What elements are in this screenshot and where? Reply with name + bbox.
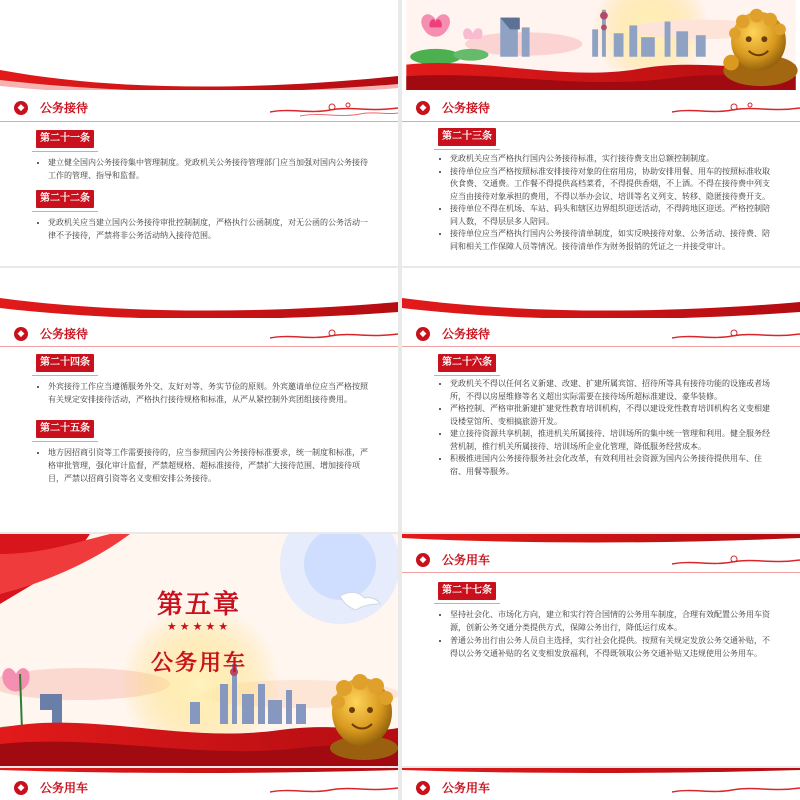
chapter-stars: ★★★★★ bbox=[166, 620, 232, 633]
cloud-pattern-decoration bbox=[270, 324, 398, 346]
article-26-label: 第二十六条 bbox=[438, 354, 496, 372]
section-bullet-icon: ◆ bbox=[416, 553, 430, 567]
section-title: 公务接待 bbox=[442, 327, 491, 341]
red-wave-decoration bbox=[0, 268, 398, 318]
list-item: • 建立接待资源共享机制，推进机关所属接待、培训场所的集中统一管理和利用。健全服务经营机制，推行机关所属接待、培训场所企业化管理，降低服务经营成本。 bbox=[450, 428, 772, 453]
list-item: • 普通公务出行由公务人员自主选择，实行社会化提供。按照有关规定发放公务交通补贴，不得以公务交通补贴的名义变相发放福利，不得既领取公务交通补贴又违规使用公务用车。 bbox=[450, 634, 772, 660]
cloud-pattern-decoration bbox=[672, 98, 800, 120]
article-24-label: 第二十四条 bbox=[36, 354, 94, 372]
section-title: 公务接待 bbox=[40, 327, 89, 341]
list-item: • 坚持社会化、市场化方向，建立和实行符合国情的公务用车制度，合理有效配置公务用车资源，创新公务交通分类提供方式，保障公务出行，降低运行成本。 bbox=[450, 608, 772, 634]
article-25-list bbox=[38, 446, 370, 485]
slide-article-21-22 bbox=[0, 0, 398, 266]
section-header bbox=[0, 98, 398, 118]
section-header bbox=[402, 98, 800, 118]
slide-partial-right bbox=[402, 768, 800, 800]
header-divider bbox=[402, 346, 800, 347]
header-divider bbox=[0, 346, 398, 347]
list-item: • 党政机关应当严格执行国内公务接待标准，实行接待费支出总额控制制度。 bbox=[450, 153, 772, 166]
section-bullet-icon: ◆ bbox=[416, 327, 430, 341]
list-item: • 接待单位应当严格执行国内公务接待清单制度，如实反映接待对象、公务活动、接待费、陪同和相关工作保障人员等情况。接待清单作为财务报销的凭证之一并接受审计。 bbox=[450, 228, 772, 253]
section-title: 公务接待 bbox=[442, 101, 491, 115]
section-title: 公务用车 bbox=[40, 781, 89, 795]
section-bullet-icon: ◆ bbox=[416, 101, 430, 115]
article-21-label: 第二十一条 bbox=[36, 130, 94, 148]
list-item: • 外宾接待工作应当遵循服务外交、友好对等、务实节俭的原则。外宾邀请单位应当严格按照有关规定安排接待活动，严格执行接待规格和标准，从严从紧控制外宾团组接待费用。 bbox=[48, 380, 370, 406]
header-divider bbox=[402, 121, 800, 122]
section-header bbox=[402, 324, 800, 344]
section-header bbox=[0, 778, 398, 798]
slide-article-24-25 bbox=[0, 268, 398, 532]
section-bullet-icon: ◆ bbox=[14, 101, 28, 115]
article-26-list bbox=[440, 378, 772, 478]
list-item: • 党政机关不得以任何名义新建、改建、扩建所属宾馆、招待所等具有接待功能的设施或者场所，不得以房屋维修等名义超出实际需要在接待场所超标准建设、豪华装修。 bbox=[450, 378, 772, 403]
section-title: 公务用车 bbox=[442, 553, 491, 567]
section-bullet-icon: ◆ bbox=[14, 781, 28, 795]
red-wave-decoration bbox=[0, 768, 398, 774]
list-item: • 地方因招商引资等工作需要接待的，应当参照国内公务接待标准要求，统一制度和标准，严格审批管理，强化审计监督，严禁超规格、超标准接待，严禁扩大接待范围、增加接待项目，严禁以招商引资等名义变相安排公务接待。 bbox=[48, 446, 370, 485]
list-item: • 建立健全国内公务接待集中管理制度。党政机关公务接待管理部门应当加强对国内公务接待工作的管理、指导和监督。 bbox=[48, 156, 368, 182]
article-22-label: 第二十二条 bbox=[36, 190, 94, 208]
slide-article-23 bbox=[402, 0, 800, 266]
section-bullet-icon: ◆ bbox=[14, 327, 28, 341]
slide-article-27 bbox=[402, 534, 800, 766]
slide-partial-left bbox=[0, 768, 398, 800]
banner-illustration bbox=[402, 0, 800, 90]
slide-article-26 bbox=[402, 268, 800, 532]
section-title: 公务接待 bbox=[40, 101, 89, 115]
header-divider bbox=[402, 572, 800, 573]
article-22-list bbox=[38, 216, 368, 242]
section-header bbox=[402, 778, 800, 798]
red-wave-decoration bbox=[402, 768, 800, 774]
slide-chapter-cover bbox=[0, 534, 398, 766]
chapter-number: 第五章 bbox=[156, 590, 241, 620]
article-24-list bbox=[38, 380, 370, 406]
article-27-list bbox=[440, 608, 772, 660]
section-bullet-icon: ◆ bbox=[416, 781, 430, 795]
article-27-label: 第二十七条 bbox=[438, 582, 496, 600]
article-21-list bbox=[38, 156, 368, 182]
cloud-pattern-decoration bbox=[672, 550, 800, 572]
article-23-label: 第二十三条 bbox=[438, 128, 496, 146]
cloud-pattern-decoration bbox=[672, 324, 800, 346]
red-wave-decoration bbox=[0, 0, 398, 90]
header-divider bbox=[0, 121, 398, 122]
list-item: • 严格控制、严格审批新建扩建党性教育培训机构，不得以建设党性教育培训机构名义变相建设楼堂馆所、变相搞旅游开发。 bbox=[450, 403, 772, 428]
list-item: • 接待单位不得在机场、车站、码头和辖区边界组织迎送活动，不得跨地区迎送。严格控制陪同人数，不得层层多人陪同。 bbox=[450, 203, 772, 228]
article-23-list bbox=[440, 153, 772, 253]
red-wave-decoration bbox=[402, 268, 800, 318]
list-item: • 积极推进国内公务接待服务社会化改革，有效利用社会资源为国内公务接待提供用车、住宿、用餐等服务。 bbox=[450, 453, 772, 478]
section-header bbox=[402, 550, 800, 570]
chapter-title: 公务用车 bbox=[150, 651, 247, 676]
cloud-pattern-decoration bbox=[270, 778, 398, 800]
cloud-pattern-decoration bbox=[672, 778, 800, 800]
list-item: • 党政机关应当建立国内公务接待审批控制制度，严格执行公函制度，对无公函的公务活动一律不予接待，严禁将非公务活动纳入接待范围。 bbox=[48, 216, 368, 242]
section-header bbox=[0, 324, 398, 344]
cloud-pattern-decoration bbox=[270, 98, 398, 120]
article-25-label: 第二十五条 bbox=[36, 420, 94, 438]
section-title: 公务用车 bbox=[442, 781, 491, 795]
list-item: • 接待单位应当严格按照标准安排接待对象的住宿用房，协助安排用餐、用车的按照标准收取伙食费、交通费。工作餐不得提供高档菜肴，不得提供香烟，不上酒。不得在接待费中列支应当由接待对象承担的费用，不得以举办会议、培训等名义列支、转移、隐匿接待费开支。 bbox=[450, 166, 772, 204]
